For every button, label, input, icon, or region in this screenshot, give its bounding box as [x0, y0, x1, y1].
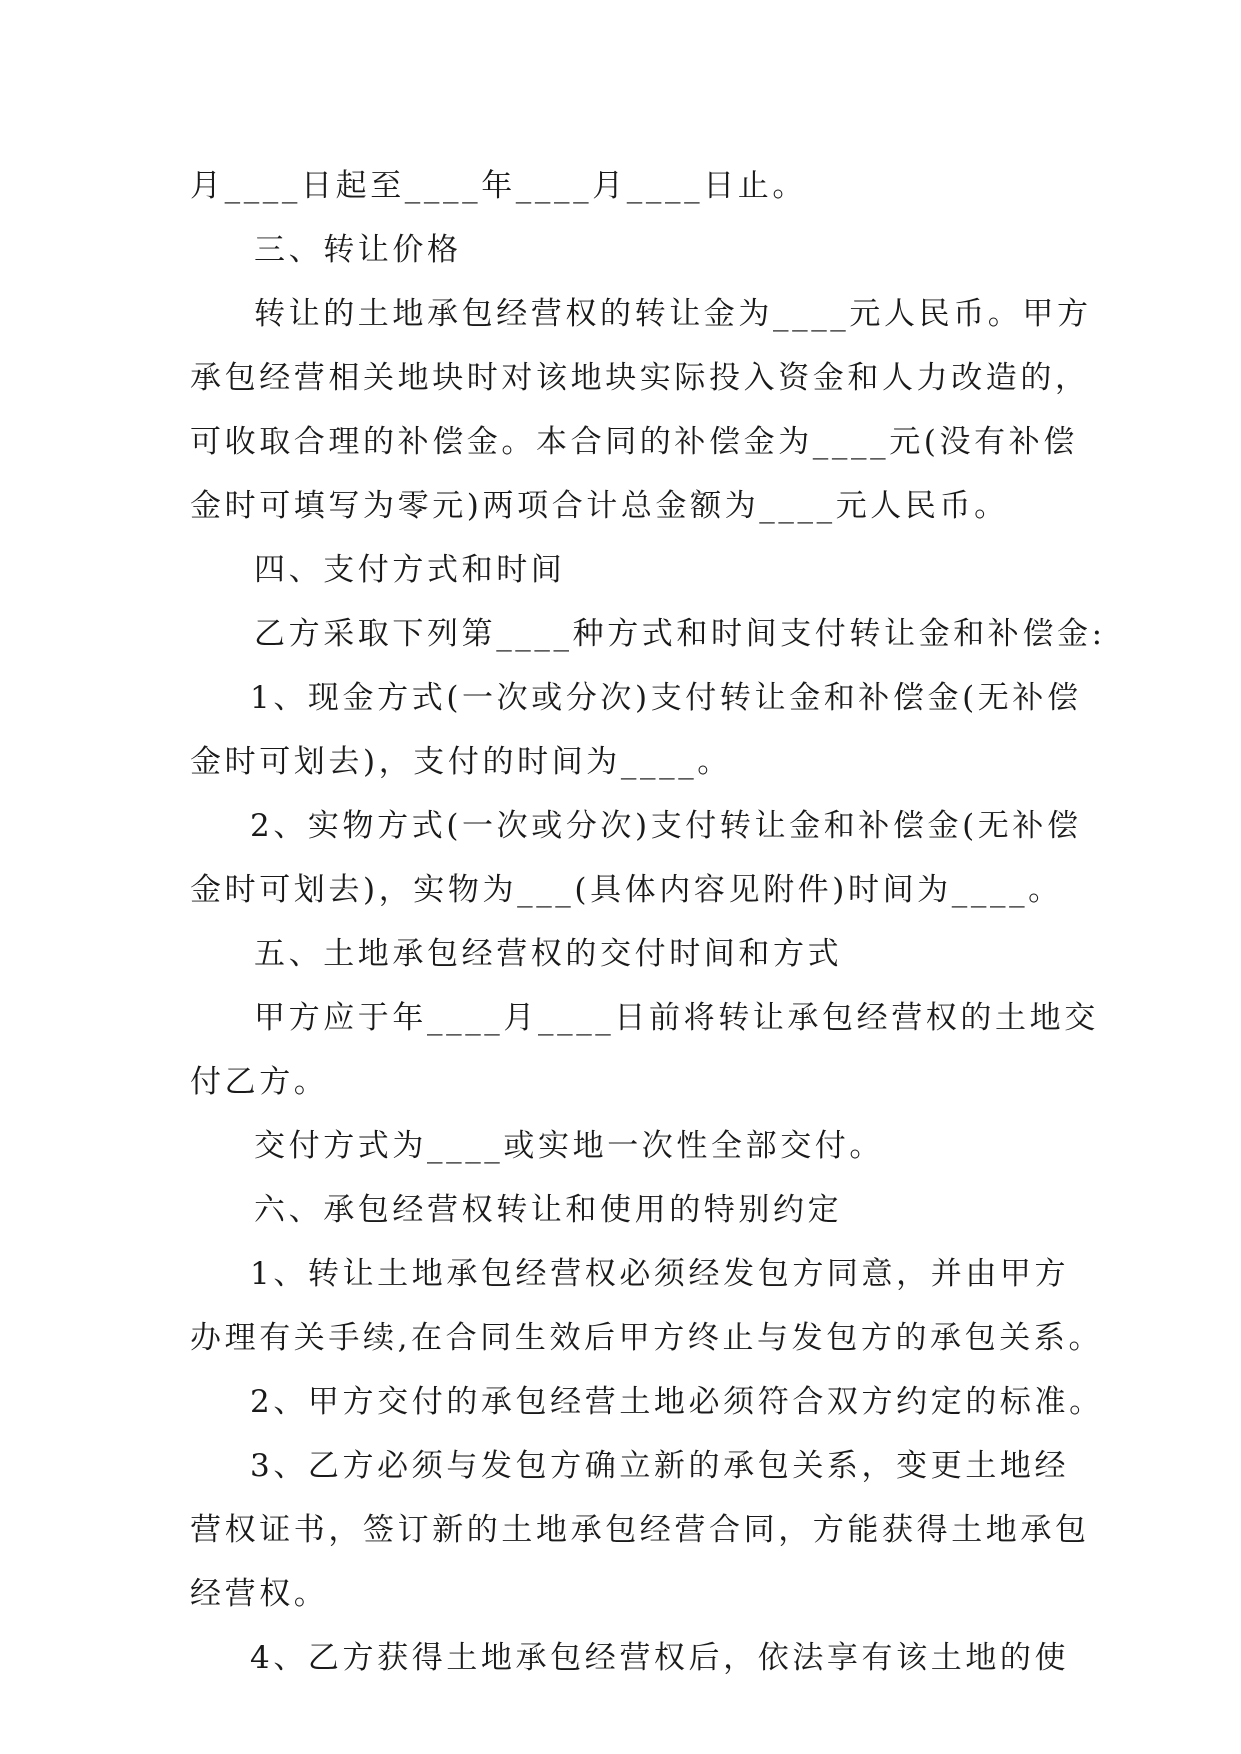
- text-line: 金时可划去)，支付的时间为____。: [190, 744, 732, 780]
- section-heading: 五、土地承包经营权的交付时间和方式: [254, 936, 843, 972]
- list-item: 3、乙方必须与发包方确立新的承包关系，变更土地经: [250, 1448, 1070, 1484]
- section-heading: 六、承包经营权转让和使用的特别约定: [254, 1192, 843, 1228]
- text-line: 可收取合理的补偿金。本合同的补偿金为____元(没有补偿: [190, 424, 1078, 460]
- text-line: 乙方采取下列第____种方式和时间支付转让金和补偿金:: [254, 616, 1106, 652]
- list-item: 2、甲方交付的承包经营土地必须符合双方约定的标准。: [250, 1384, 1104, 1420]
- section-heading: 三、转让价格: [254, 232, 462, 268]
- text-line: 营权证书，签订新的土地承包经营合同，方能获得土地承包: [190, 1512, 1090, 1548]
- text-line: 承包经营相关地块时对该地块实际投入资金和人力改造的，: [190, 360, 1090, 396]
- text-line: 转让的土地承包经营权的转让金为____元人民币。甲方: [254, 296, 1092, 332]
- text-line: 月____日起至____年____月____日止。: [190, 168, 807, 204]
- text-line: 金时可划去)，实物为___(具体内容见附件)时间为____。: [190, 872, 1063, 908]
- list-item: 4、乙方获得土地承包经营权后，依法享有该土地的使: [250, 1640, 1070, 1676]
- text-line: 付乙方。: [190, 1064, 329, 1100]
- list-item: 2、实物方式(一次或分次)支付转让金和补偿金(无补偿: [250, 808, 1082, 844]
- text-line: 金时可填写为零元)两项合计总金额为____元人民币。: [190, 488, 1009, 524]
- section-heading: 四、支付方式和时间: [254, 552, 566, 588]
- text-line: 经营权。: [190, 1576, 329, 1612]
- text-line: 交付方式为____或实地一次性全部交付。: [254, 1128, 884, 1164]
- list-item: 1、转让土地承包经营权必须经发包方同意，并由甲方: [250, 1256, 1070, 1292]
- text-line: 办理有关手续,在合同生效后甲方终止与发包方的承包关系。: [190, 1320, 1104, 1356]
- text-line: 甲方应于年____月____日前将转让承包经营权的土地交: [254, 1000, 1099, 1036]
- list-item: 1、现金方式(一次或分次)支付转让金和补偿金(无补偿: [250, 680, 1082, 716]
